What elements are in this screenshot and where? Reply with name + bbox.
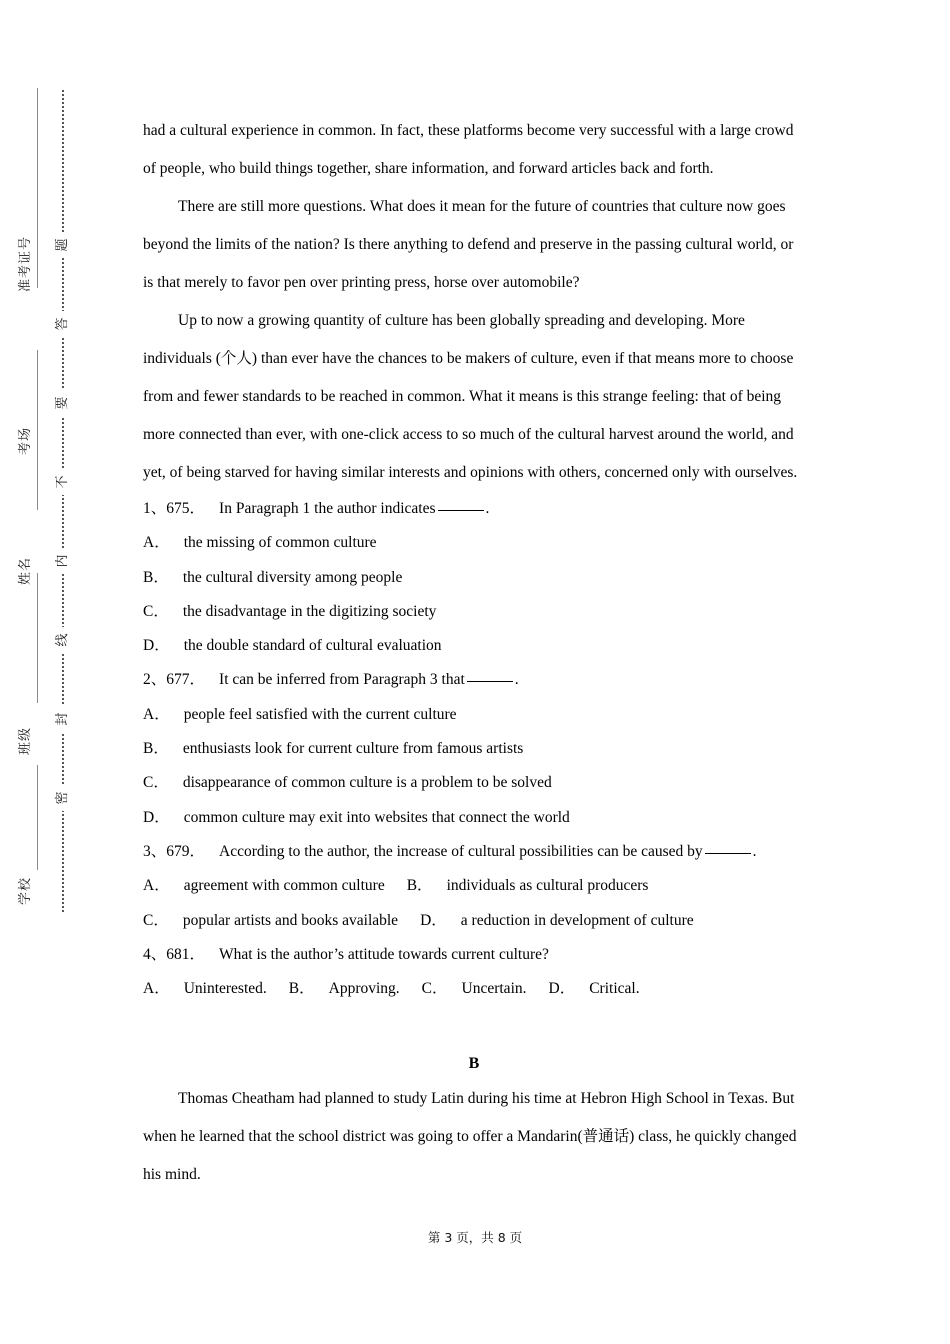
option-row[interactable] [143,801,805,835]
seal-margin [0,0,130,1344]
section-spacer [143,1006,805,1048]
option-letter: B． [143,568,169,586]
option-letter: A． [143,877,170,895]
page-number-text: 第 3 页，共 8 页 [427,1230,523,1245]
option-letter: D． [548,980,576,998]
option-text: common culture may exit into websites that connect the world [183,808,570,826]
option-text[interactable]: a reduction in development of culture [460,911,694,929]
seal-label-exam-room: 考场 [18,427,33,456]
option-text: the cultural diversity among people [182,568,403,586]
section-heading-b: B [468,1055,480,1073]
answer-blank[interactable] [467,681,513,682]
option-text[interactable]: popular artists and books available [182,911,399,929]
seal-notice-char: 题 [50,232,76,258]
answer-blank[interactable] [438,510,484,511]
question-stem-tail: . [752,842,757,860]
question-stem-tail: . [485,500,490,517]
question-stem [143,835,805,869]
option-text: the disadvantage in the digitizing society [182,602,437,620]
answer-blank[interactable] [705,853,751,854]
option-letter: D． [143,808,170,826]
option-letter: B． [143,740,169,758]
option-letter: C． [421,980,448,998]
option-row[interactable] [143,698,805,732]
seal-notice-char: 答 [50,311,76,337]
option-text: people feel satisfied with the current culture [183,705,457,723]
option-letter: B． [288,980,315,998]
question-stem [143,938,805,972]
page-footer [0,1228,950,1246]
question-id: 675． [166,500,206,517]
option-letter: A． [143,705,170,723]
option-text[interactable]: agreement with common culture [183,877,385,895]
seal-notice-char: 不 [50,469,76,495]
seal-rule-segment [37,350,38,510]
option-text[interactable]: Approving. [328,980,400,998]
option-text: the missing of common culture [183,534,377,552]
question-block [143,492,805,663]
option-row[interactable] [143,629,805,663]
option-text: the double standard of cultural evaluation [183,637,442,655]
option-letter: D． [143,637,170,655]
question-text: In Paragraph 1 the author indicates [219,500,436,517]
seal-rule-segment [37,573,38,703]
question-id: 677． [166,671,206,689]
question-block [143,938,805,1007]
option-text[interactable]: individuals as cultural producers [446,877,649,895]
option-row[interactable] [143,526,805,560]
option-text[interactable]: Critical. [589,980,640,998]
option-text: enthusiasts look for current culture from famous artists [182,740,524,758]
option-letter: C． [143,602,169,620]
option-row [143,904,805,938]
seal-label-school: 学校 [18,877,33,906]
body-paragraph: There are still more questions. What does it mean for the future of countries that culture now goes beyond the limits of the nation? Is there anything to defend and preserve in the passing cultural world, or is that merely to favor pen over printing press, horse over automobile? [143,198,794,291]
option-row [143,972,805,1006]
seal-notice-char: 内 [50,548,76,574]
option-text[interactable]: Uninterested. [183,980,267,998]
option-text: disappearance of common culture is a problem to be solved [182,774,552,792]
option-letter: B． [406,877,433,895]
seal-rule-segment [37,765,38,870]
question-stem [143,663,805,697]
question-number: 1、 [143,500,167,517]
question-text: What is the author’s attitude towards current culture? [219,945,549,963]
option-letter: C． [143,774,169,792]
question-id: 681． [166,945,206,963]
question-text: According to the author, the increase of cultural possibilities can be caused by [219,842,703,860]
section-b-paragraph: Thomas Cheatham had planned to study Latin during his time at Hebron High School in Texas. But when he learned that the school district was going to offer a Mandarin(普通话) class, he quickly changed his mind. [143,1090,797,1184]
seal-notice-char: 线 [50,627,76,653]
question-number: 2、 [143,671,167,689]
question-id: 679． [166,842,206,860]
question-block [143,835,805,938]
question-block [143,663,805,834]
document-content [143,112,805,1194]
option-row[interactable] [143,766,805,800]
seal-rule-segment [37,88,38,288]
option-letter: A． [143,534,170,552]
question-number: 4、 [143,945,167,963]
body-paragraph: had a cultural experience in common. In fact, these platforms become very successful with a large crowd of people, who build things together, share information, and forward articles back and forth. [143,122,794,177]
option-text[interactable]: Uncertain. [461,980,527,998]
question-text: It can be inferred from Paragraph 3 that [219,671,465,689]
option-letter: D． [420,911,447,929]
option-row[interactable] [143,595,805,629]
question-stem [143,492,805,526]
question-stem-tail: . [514,671,519,689]
question-number: 3、 [143,842,167,860]
seal-label-class: 班级 [18,727,33,756]
seal-notice-char: 封 [50,706,76,732]
option-row [143,869,805,903]
option-letter: A． [143,980,170,998]
option-row[interactable] [143,561,805,595]
option-row[interactable] [143,732,805,766]
seal-notice-char: 密 [50,785,76,811]
option-letter: C． [143,911,169,929]
body-paragraph: Up to now a growing quantity of culture has been globally spreading and developing. More individuals (个人) than ever have the chances to be makers of culture, even if that means more to choose from and fewer standards to be reached in common. What it means is this strange feeling: that of being more connected than ever, with one-click access to so much of the cultural harvest around the world, and yet, of being starved for having similar interests and opinions with others, concerned only with ourselves. [143,312,798,481]
seal-label-name: 姓名 [18,557,33,586]
seal-notice-char: 要 [50,390,76,416]
seal-label-admission-number: 准考证号 [18,235,33,292]
